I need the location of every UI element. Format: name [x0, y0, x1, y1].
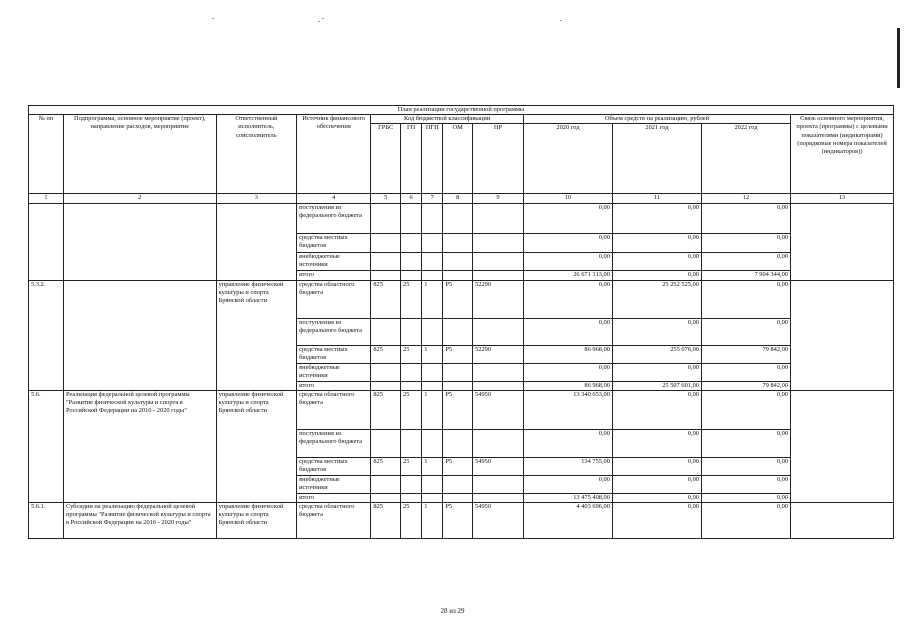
cell-source: средства областного бюджета: [297, 503, 371, 539]
cell-om: Р5: [443, 345, 473, 363]
cell-responsible: управление физической культуры и спорта Брянской области: [216, 503, 297, 539]
col-number: 5: [371, 194, 401, 203]
cell-source: внебюджетные источники: [297, 475, 371, 493]
cell-gp: 25: [401, 280, 422, 318]
cell-2022: 0,00: [701, 318, 790, 345]
cell-2022: 0,00: [701, 233, 790, 252]
cell-2021: 0,00: [612, 203, 701, 233]
cell-np: 52290: [473, 280, 524, 318]
cell-2020: 0,00: [523, 318, 612, 345]
header-2020: 2020 год: [523, 124, 612, 194]
cell-2022: 0,00: [701, 252, 790, 270]
column-number-row: [29, 194, 894, 203]
cell-pgp: 1: [422, 503, 443, 539]
cell-2020: 13 340 653,00: [523, 390, 612, 429]
header-np: НР: [473, 124, 524, 194]
cell-2021: 0,00: [612, 233, 701, 252]
table-row: [29, 503, 894, 539]
cell-pgp: 1: [422, 280, 443, 318]
cell-2022: 0,00: [701, 280, 790, 318]
cell-link: [791, 280, 894, 390]
cell-grbs: 825: [371, 345, 401, 363]
cell-2022: 0,00: [701, 429, 790, 457]
cell-source: средства областного бюджета: [297, 390, 371, 429]
cell-name: [63, 280, 216, 390]
cell-source: внебюджетные источники: [297, 363, 371, 381]
header-num: № пп: [29, 115, 64, 194]
cell-2020: 0,00: [523, 233, 612, 252]
header-subprogram: Подпрограмма, основное мероприятие (проект), направление расходов, мероприятие: [63, 115, 216, 194]
cell-2020: 86 968,00: [523, 345, 612, 363]
cell-2020: 0,00: [523, 363, 612, 381]
cell-source: внебюджетные источники: [297, 252, 371, 270]
cell-om: Р5: [443, 390, 473, 429]
col-number: 1: [29, 194, 64, 203]
cell-name: Субсидии на реализацию федеральной целевой программы "Развитие физической культуры и спорта в Российской Федерации на 2016 - 2020 годы": [63, 503, 216, 539]
cell-grbs: 825: [371, 280, 401, 318]
cell-om: Р5: [443, 457, 473, 475]
page-number: 28 из 29: [440, 607, 465, 615]
header-responsible: Ответственный исполнитель, соисполнитель: [216, 115, 297, 194]
header-volume: Объем средств на реализацию, рублей: [523, 115, 790, 124]
cell-source: итого: [297, 270, 371, 280]
col-number: 12: [701, 194, 790, 203]
cell-2021: 0,00: [612, 270, 701, 280]
cell-source: средства местных бюджетов: [297, 345, 371, 363]
cell-link: [791, 203, 894, 280]
cell-2021: 25 252 525,00: [612, 280, 701, 318]
budget-plan-table: [28, 105, 894, 539]
col-number: 4: [297, 194, 371, 203]
cell-responsible: управление физической культуры и спорта Брянской области: [216, 390, 297, 502]
header-row-title: [29, 106, 894, 115]
cell-link: [791, 503, 894, 539]
cell-om: Р5: [443, 280, 473, 318]
col-number: 7: [422, 194, 443, 203]
header-2021: 2021 год: [612, 124, 701, 194]
cell-gp: 25: [401, 390, 422, 429]
cell-2022: 0,00: [701, 363, 790, 381]
cell-grbs: 825: [371, 457, 401, 475]
col-number: 2: [63, 194, 216, 203]
scan-edge-line: [897, 28, 900, 88]
cell-responsible: [216, 203, 297, 280]
col-number: 3: [216, 194, 297, 203]
table-title: План реализации государственной программы: [29, 106, 894, 115]
cell-2021: 0,00: [612, 493, 701, 502]
cell-2020: 134 755,00: [523, 457, 612, 475]
cell-grbs: 825: [371, 503, 401, 539]
table-row: [29, 203, 894, 233]
cell-2020: 0,00: [523, 280, 612, 318]
table-row: [29, 390, 894, 429]
cell-2022: 7 904 344,00: [701, 270, 790, 280]
cell-source: средства областного бюджета: [297, 280, 371, 318]
cell-2022: 0,00: [701, 503, 790, 539]
cell-source: итого: [297, 381, 371, 390]
cell-num: [29, 203, 64, 280]
cell-2022: 0,00: [701, 390, 790, 429]
cell-grbs: 825: [371, 390, 401, 429]
cell-source: поступления из федерального бюджета: [297, 203, 371, 233]
cell-2021: 0,00: [612, 252, 701, 270]
table-row: [29, 280, 894, 318]
cell-2022: 0,00: [701, 493, 790, 502]
cell-om: Р5: [443, 503, 473, 539]
cell-num: 5.6.1.: [29, 503, 64, 539]
cell-num: 5.3.2.: [29, 280, 64, 390]
header-2022: 2022 год: [701, 124, 790, 194]
cell-2020: 86 968,00: [523, 381, 612, 390]
scan-speck: [560, 20, 562, 21]
scan-speck: [318, 21, 320, 22]
cell-2020: 13 475 408,00: [523, 493, 612, 502]
cell-link: [791, 390, 894, 502]
cell-source: поступления из федерального бюджета: [297, 318, 371, 345]
cell-2020: 0,00: [523, 475, 612, 493]
cell-pgp: 1: [422, 345, 443, 363]
cell-source: поступления из федерального бюджета: [297, 429, 371, 457]
cell-np: 54950: [473, 457, 524, 475]
cell-responsible: управление физической культуры и спорта Брянской области: [216, 280, 297, 390]
header-source: Источник финансового обеспечения: [297, 115, 371, 194]
cell-2020: 0,00: [523, 203, 612, 233]
cell-2022: 79 842,00: [701, 345, 790, 363]
col-number: 8: [443, 194, 473, 203]
cell-2022: 0,00: [701, 457, 790, 475]
cell-gp: 25: [401, 503, 422, 539]
cell-2021: 0,00: [612, 429, 701, 457]
cell-2022: 0,00: [701, 475, 790, 493]
col-number: 10: [523, 194, 612, 203]
cell-2021: 0,00: [612, 475, 701, 493]
cell-2022: 79 842,00: [701, 381, 790, 390]
cell-2021: 0,00: [612, 318, 701, 345]
header-link: Связь основного мероприятия, проекта (программы) с целевыми показателями (индикаторами) (порядковые номера показателей (индикаторов)): [791, 115, 894, 194]
header-gp: ГП: [401, 124, 422, 194]
cell-2021: 0,00: [612, 503, 701, 539]
col-number: 6: [401, 194, 422, 203]
cell-np: 54950: [473, 390, 524, 429]
scan-speck: [212, 18, 214, 19]
cell-2021: 0,00: [612, 390, 701, 429]
cell-pgp: 1: [422, 390, 443, 429]
cell-num: 5.6.: [29, 390, 64, 502]
col-number: 9: [473, 194, 524, 203]
scan-speck: [322, 18, 324, 19]
cell-2020: 0,00: [523, 252, 612, 270]
header-pgp: ПГП: [422, 124, 443, 194]
col-number: 13: [791, 194, 894, 203]
cell-gp: 25: [401, 345, 422, 363]
cell-name: [63, 203, 216, 280]
cell-2021: 0,00: [612, 363, 701, 381]
header-row-groups: [29, 115, 894, 124]
col-number: 11: [612, 194, 701, 203]
cell-source: средства местных бюджетов: [297, 457, 371, 475]
cell-2020: 26 671 313,00: [523, 270, 612, 280]
cell-2020: 4 403 696,00: [523, 503, 612, 539]
cell-2021: 0,00: [612, 457, 701, 475]
header-budget-code: Код бюджетной классификации: [371, 115, 524, 124]
cell-source: итого: [297, 493, 371, 502]
header-grbs: ГРБС: [371, 124, 401, 194]
cell-pgp: 1: [422, 457, 443, 475]
cell-source: средства местных бюджетов: [297, 233, 371, 252]
cell-2021: 25 507 601,00: [612, 381, 701, 390]
cell-2022: 0,00: [701, 203, 790, 233]
cell-2021: 255 076,00: [612, 345, 701, 363]
cell-name: Реализация федеральной целевой программы "Развитие физической культуры и спорта в Российской Федерации на 2016 - 2020 годы": [63, 390, 216, 502]
cell-np: 52290: [473, 345, 524, 363]
cell-gp: 25: [401, 457, 422, 475]
cell-np: 54950: [473, 503, 524, 539]
cell-2020: 0,00: [523, 429, 612, 457]
header-om: ОМ: [443, 124, 473, 194]
